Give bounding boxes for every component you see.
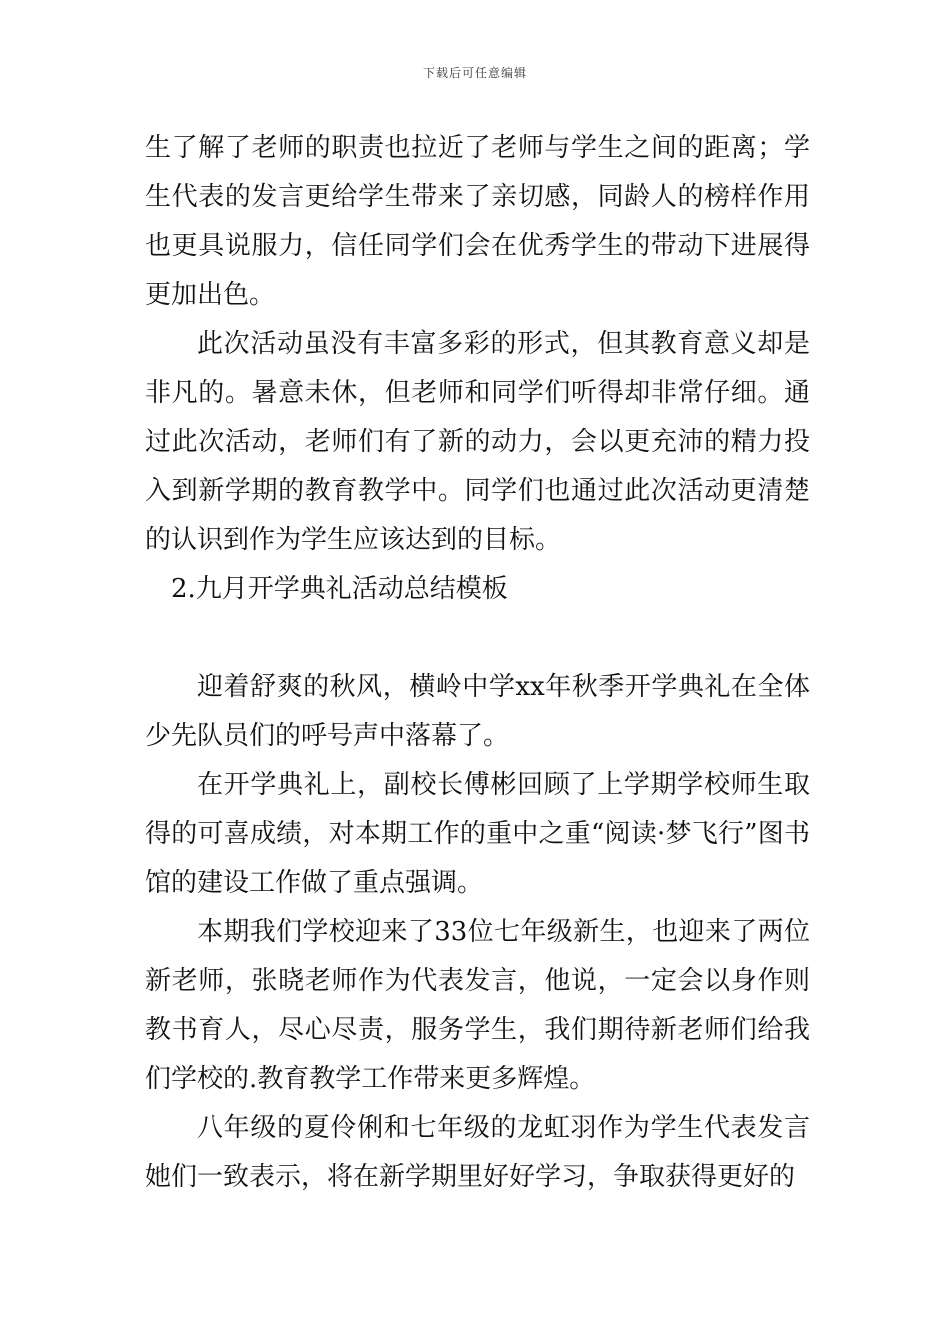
- paragraph-student-speakers: 八年级的夏伶俐和七年级的龙虹羽作为学生代表发言她们一致表示，将在新学期里好好学习，争取获得更好的: [145, 1113, 810, 1192]
- paragraph-vice-principal: 在开学典礼上，副校长傅彬回顾了上学期学校师生取得的可喜成绩，对本期工作的重中之重“阅读·梦飞行”图书馆的建设工作做了重点强调。: [145, 770, 810, 898]
- paragraph-opening: 迎着舒爽的秋风，横岭中学xx年秋季开学典礼在全体少先队员们的呼号声中落幕了。: [145, 672, 810, 751]
- paragraph-activity-significance: 此次活动虽没有丰富多彩的形式，但其教育意义却是非凡的。暑意未休，但老师和同学们听得却非常仔细。通过此次活动，老师们有了新的动力，会以更充沛的精力投入到新学期的教育教学中。同学们也通过此次活动更清楚的认识到作为学生应该达到的目标。: [145, 329, 810, 555]
- page-header-note: 下载后可任意编辑: [422, 66, 527, 80]
- paragraph-new-teachers: 本期我们学校迎来了33位七年级新生，也迎来了两位新老师，张晓老师作为代表发言，他说，一定会以身作则教书育人，尽心尽责，服务学生，我们期待新老师们给我们学校的.教育教学工作带来更多辉煌。: [145, 917, 810, 1094]
- document-body: [145, 124, 810, 1202]
- paragraph-continuation: 生了解了老师的职责也拉近了老师与学生之间的距离；学生代表的发言更给学生带来了亲切感，同龄人的榜样作用也更具说服力，信任同学们会在优秀学生的带动下进展得更加出色。: [145, 133, 810, 310]
- blank-line: [145, 614, 810, 663]
- section-heading: 2.九月开学典礼活动总结模板: [171, 574, 508, 604]
